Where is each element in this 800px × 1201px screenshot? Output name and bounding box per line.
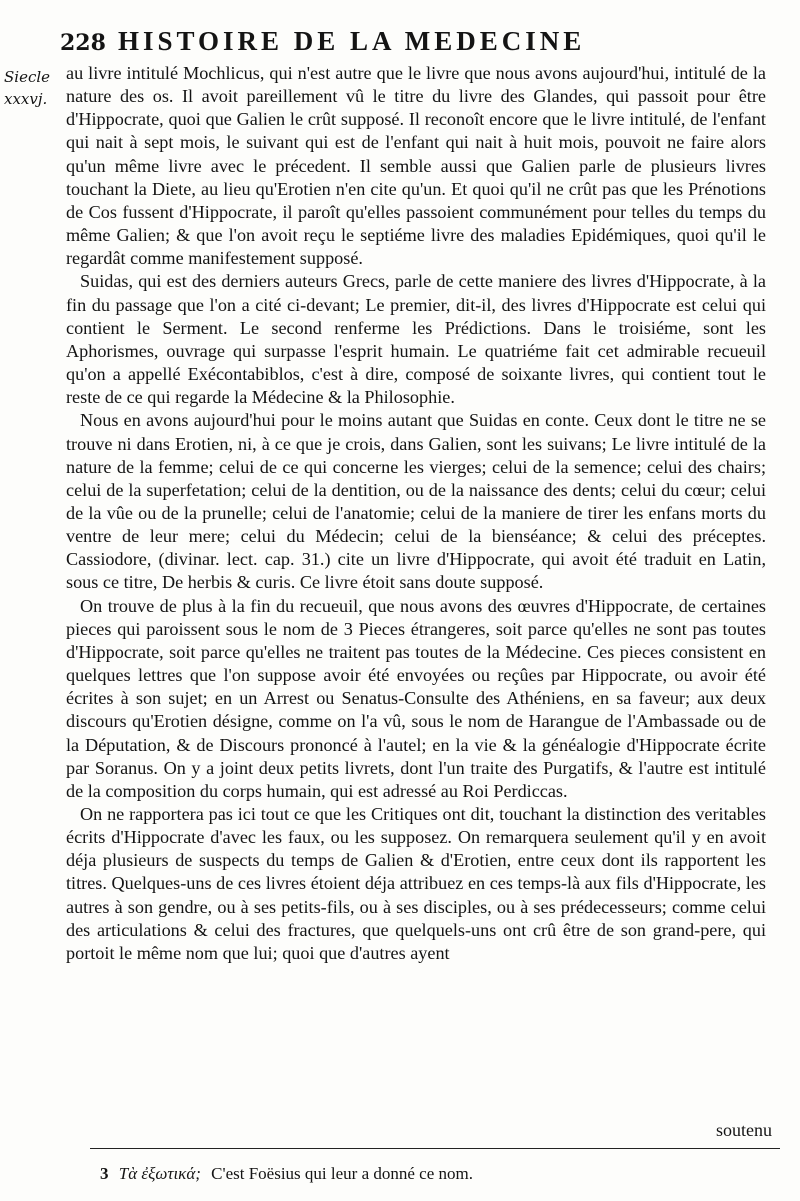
running-header	[60, 26, 780, 58]
margin-note-century-number: xxxvj.	[4, 90, 48, 108]
paragraph: Suidas, qui est des derniers auteurs Grecs, parle de cette maniere des livres d'Hippocrate, à la fin du passage que l'on a cité ci-devant; Le premier, dit-il, des livres d'Hippocrate est celui qui contient le Serment. Le second renferme les Prédictions. Dans le troisiéme, sont les Aphorismes, ouvrage qui surpasse l'esprit humain. Le quatriéme fait cet admirable recueuil qu'on a appellé Exécontabiblos, c'est à dire, composé de soixante livres, qui contient tout le reste de ce qui regarde la Médecine & la Philosophie.	[66, 271, 766, 408]
margin-note-century-label: Siecle	[4, 68, 51, 86]
running-title: HISTOIRE DE LA MEDECINE	[117, 26, 586, 56]
paragraph: Nous en avons aujourd'hui pour le moins autant que Suidas en conte. Ceux dont le titre ne se trouve ni dans Erotien, ni, à ce que je crois, dans Galien, sont les suivans; Le livre intitulé de la nature de la femme; celui de ce qui concerne les vierges; celui de la semence; celui des chairs; celui de la superfetation; celui de la dentition, ou de la naissance des dents; celui du cœur; celui de la vûe ou de la prunelle; celui de l'anatomie; celui de la maniere de tirer les enfans morts du ventre de leur mere; celui du Médecin; celui de la bienséance; & celui des préceptes. Cassiodore, (divinar. lect. cap. 31.) cite un livre d'Hippocrate, qui avoit été traduit en Latin, sous ce titre, De herbis & curis. Ce livre étoit sans doute supposé.	[66, 410, 766, 593]
main-text	[66, 62, 766, 965]
page-number: 228	[60, 30, 106, 56]
footnote-rule	[90, 1148, 780, 1149]
catchword: soutenu	[716, 1120, 772, 1140]
footnote	[100, 1164, 760, 1184]
footnote-mark: 3	[100, 1164, 109, 1183]
paragraph: On trouve de plus à la fin du recueuil, que nous avons des œuvres d'Hippocrate, de certaines pieces qui paroissent sous le nom de 3 Pieces étrangeres, soit parce qu'elles ne sont pas toutes d'Hippocrate, soit parce qu'elles ne traitent pas toutes de la Médecine. Ces pieces consistent en quelques lettres que l'on suppose avoir été envoyées ou reçûes par Hippocrate, ou avoir été écrites à son sujet; en un Arrest ou Senatus-Consulte des Athéniens, en sa faveur; aux deux discours qu'Erotien désigne, comme on l'a vû, sous le nom de Harangue de l'Ambassade ou de la Députation, & de Discours prononcé à l'autel; en la vie & la généalogie d'Hippocrate écrite par Soranus. On y a joint deux petits livrets, dont l'un traite des Purgatifs, & l'autre est intitulé de la composition du corps humain, qui est adressé au Roi Perdiccas.	[66, 595, 766, 801]
footnote-text: C'est Foësius qui leur a donné ce nom.	[211, 1164, 473, 1183]
margin-note	[4, 66, 62, 110]
paragraph: On ne rapportera pas ici tout ce que les Critiques ont dit, touchant la distinction des veritables écrits d'Hippocrate d'avec les faux, ou les supposez. On remarquera seulement qu'il y en avoit déja plusieurs de suspects du temps de Galien & d'Erotien, entre ceux dont ils rapportent les titres. Quelques-uns de ces livres étoient déja attribuez en ces temps-là aux fils d'Hippocrate, les autres à son gendre, ou à ses petits-fils, ou à ses disciples, ou à ses prédecesseurs; comme celui des articulations & celui des fractures, que quelquels-uns ont crû être de son grand-pere, qui portoit le même nom que lui; quoi que d'autres ayent	[66, 804, 766, 963]
footnote-greek: Τὰ ἐξωτικά;	[118, 1164, 201, 1183]
paragraph: au livre intitulé Mochlicus, qui n'est autre que le livre que nous avons aujourd'hui, intitulé de la nature des os. Il avoit pareillement vû le titre du livre des Glandes, qui passoit pour être d'Hippocrate, quoi que Galien le crût supposé. Il reconoît encore que le livre intitulé, de l'enfant qui nait à sept mois, le suivant qui est de l'enfant qui nait à huit mois, pouvoit ne faire alors qu'un même livre avec le précedent. Il semble aussi que Galien parle de plusieurs livres touchant la Diete, au lieu qu'Erotien n'en cite qu'un. Et quoi qu'il ne crût pas que les Prénotions de Cos fussent d'Hippocrate, il paroît qu'elles passoient communément pour telles du temps du même Galien; & que l'on avoit reçu le septiéme livre des maladies Epidémiques, quoi qu'il le regardât comme manifestement supposé.	[66, 63, 766, 269]
